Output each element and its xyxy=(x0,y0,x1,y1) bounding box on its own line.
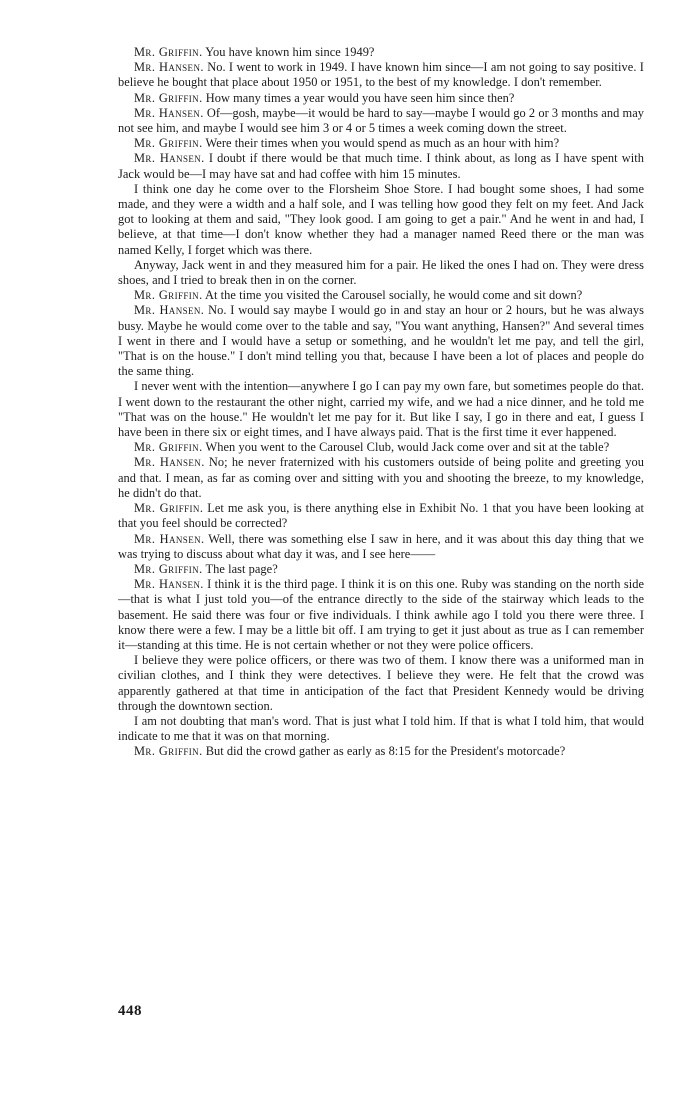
transcript-paragraph xyxy=(118,91,644,106)
paragraph-text: No. I would say maybe I would go in and stay an hour or 2 hours, but he was always busy. Maybe he would come over to the table and say, "You want anything, Hansen?" And several times I went in there and I would have a setup or something, and he wouldn't let me pay, and tell the girl, "That is on the house." I don't mind telling you that, because I have been a lot of places and people do the same thing. xyxy=(118,303,644,379)
speaker-name: Mr. Hansen. xyxy=(134,60,204,75)
transcript-paragraph xyxy=(118,45,644,60)
transcript-paragraph xyxy=(118,455,644,501)
paragraph-text: No; he never fraternized with his customers outside of being polite and greeting you and that. I mean, as far as coming over and sitting with you and shooting the breeze, to my knowledge, he didn't do that. xyxy=(118,455,644,500)
speaker-name: Mr. Hansen. xyxy=(134,303,205,318)
paragraph-text: I doubt if there would be that much time. I think about, as long as I have spent with Jack would be—I may have sat and had coffee with him 15 minutes. xyxy=(118,151,644,181)
speaker-name: Mr. Hansen. xyxy=(134,455,205,470)
paragraph-text: I never went with the intention—anywhere I go I can pay my own fare, but sometimes people do that. I went down to the restaurant the other night, carried my wife, and we had a nice dinner, and he told me "That was on the house." He wouldn't let me pay for it. But like I say, I go in there and eat, I guess I have been in there six or eight times, and I have always paid. That is the first time it ever happened. xyxy=(118,379,644,440)
paragraph-text: Let me ask you, is there anything else in Exhibit No. 1 that you have been looking at that you feel should be corrected? xyxy=(118,501,644,531)
transcript-paragraph xyxy=(118,714,644,744)
speaker-name: Mr. Griffin. xyxy=(134,440,203,455)
transcript-paragraph xyxy=(118,532,644,562)
paragraph-text: But did the crowd gather as early as 8:15 for the President's motorcade? xyxy=(205,744,566,759)
speaker-name: Mr. Hansen. xyxy=(134,105,204,120)
transcript-paragraph xyxy=(118,562,644,577)
transcript-paragraph xyxy=(118,106,644,136)
paragraph-text: You have known him since 1949? xyxy=(205,45,375,59)
speaker-name: Mr. Hansen. xyxy=(134,531,205,546)
transcript-paragraph xyxy=(118,136,644,151)
transcript-paragraph xyxy=(118,440,644,455)
paragraph-text: How many times a year would you have seen him since then? xyxy=(205,90,515,105)
transcript-paragraph xyxy=(118,501,644,531)
speaker-name: Mr. Hansen. xyxy=(134,151,205,166)
page-number: 448 xyxy=(118,1003,142,1019)
paragraph-text: I think it is the third page. I think it is on this one. Ruby was standing on the north side—that is what I just told you—of the entrance directly to the side of the stairway which leads to the basement. He said there was four or five individuals. I think awhile ago I told you there were three. I know there were a few. I may be a little bit off. I am trying to get it just about as true as I can remember it—standing at this time. He is not certain whether or not they were police officers. xyxy=(118,577,644,652)
transcript-paragraph xyxy=(118,744,644,759)
transcript-paragraph xyxy=(118,653,644,714)
speaker-name: Mr. Griffin. xyxy=(134,288,203,303)
paragraph-text: Were their times when you would spend as much as an hour with him? xyxy=(205,136,560,151)
paragraph-text: Of—gosh, maybe—it would be hard to say—maybe I would go 2 or 3 months and may not see him, and maybe I would see him 3 or 4 or 5 times a week coming down the street. xyxy=(118,105,644,136)
transcript-paragraph xyxy=(118,288,644,303)
paragraph-text: I am not doubting that man's word. That is just what I told him. If that is what I told him, that would indicate to me that it was on that morning. xyxy=(118,713,644,744)
paragraph-text: The last page? xyxy=(205,561,278,576)
paragraph-text: Anyway, Jack went in and they measured him for a pair. He liked the ones I had on. They were dress shoes, and I tried to break then in on the corner. xyxy=(118,257,644,288)
speaker-name: Mr. Griffin. xyxy=(134,136,203,151)
transcript-body xyxy=(118,45,644,760)
paragraph-text: Well, there was something else I saw in here, and it was about this day thing that we was trying to discuss about what day it was, and I see here—— xyxy=(118,531,644,561)
paragraph-text: No. I went to work in 1949. I have known him since—I am not going to say positive. I believe he bought that place about 1950 or 1951, to the best of my knowledge. I don't remember. xyxy=(118,60,644,90)
speaker-name: Mr. Griffin. xyxy=(134,45,203,59)
speaker-name: Mr. Griffin. xyxy=(134,90,203,105)
speaker-name: Mr. Griffin. xyxy=(134,744,203,759)
paragraph-text: When you went to the Carousel Club, would Jack come over and sit at the table? xyxy=(205,440,610,455)
transcript-paragraph xyxy=(118,577,644,653)
transcript-paragraph xyxy=(118,379,644,440)
paragraph-text: I think one day he come over to the Florsheim Shoe Store. I had bought some shoes, I had some made, and they were a width and a half sole, and I was telling how good they felt on my feet. And Jack got to looking at them and said, "They look good. I am going to get a pair." And he went in and had, I believe, at that time—I don't know whether they had a manager named Reed there or the man was named Kelly, I forget which was there. xyxy=(118,181,644,257)
speaker-name: Mr. Griffin. xyxy=(134,501,204,516)
paragraph-text: I believe they were police officers, or there was two of them. I know there was a uniformed man in civilian clothes, and I think they were detectives. I believe they were. He felt that the crowd was apparently gathered at that time in anticipation of the fact that President Kennedy would be driving through the downtown section. xyxy=(118,653,644,713)
paragraph-text: At the time you visited the Carousel socially, he would come and sit down? xyxy=(205,288,583,303)
transcript-paragraph xyxy=(118,182,644,258)
speaker-name: Mr. Griffin. xyxy=(134,561,203,576)
speaker-name: Mr. Hansen. xyxy=(134,577,204,592)
transcript-paragraph xyxy=(118,60,644,90)
transcript-paragraph xyxy=(118,303,644,379)
transcript-paragraph xyxy=(118,151,644,181)
transcript-paragraph xyxy=(118,258,644,288)
